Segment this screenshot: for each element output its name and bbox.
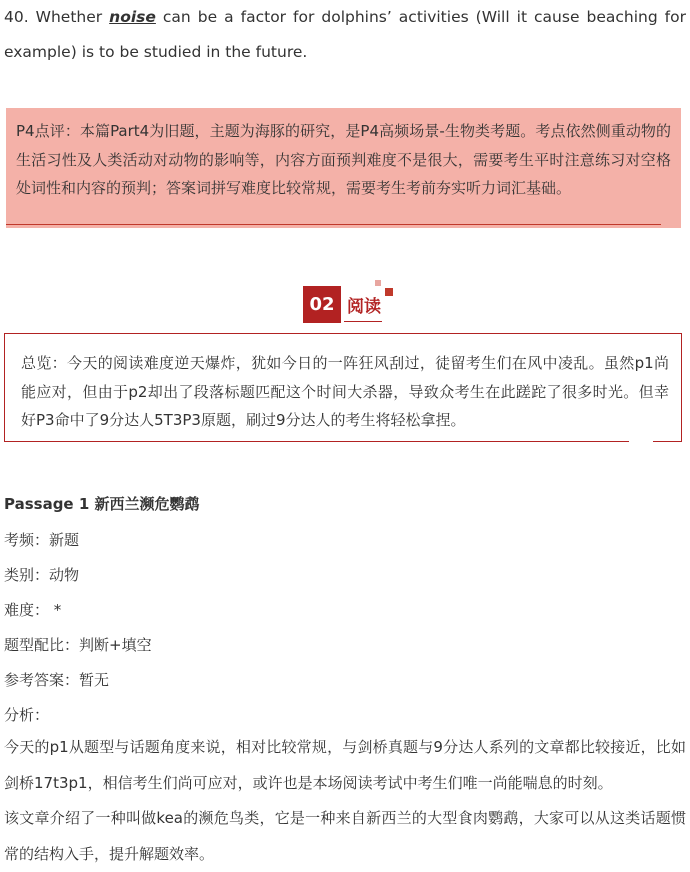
analysis-label: 分析： [4,706,50,724]
passage-title: Passage 1 新西兰濒危鹦鹉 [4,495,200,513]
decor-square [385,288,393,296]
decor-square-small [375,280,381,286]
answers-field: 参考答案：暂无 [4,671,110,689]
keyword-noise: noise [109,8,156,26]
overview-text: 总览：今天的阅读难度逆天爆炸，犹如今日的一阵狂风刮过，徒留考生们在风中凌乱。虽然p1尚能应对，但由于p2却出了段落标题匹配这个时间大杀器，导致众考生在此蹉跎了很多时光。但幸好P3命中了9分达人5T3P3原题，刷过9分达人的考生将轻松拿捏。 [21,354,669,429]
section-title: 阅读 [347,297,381,317]
p4-comment-box [6,108,681,228]
question-types-field: 题型配比：判断+填空 [4,636,152,654]
question-40 [4,0,686,70]
frequency-field: 考频：新题 [4,531,80,549]
question-40-suffix: can be a factor for dolphins’ activities (Will it cause beaching for example) is to be studied in the future. [4,8,686,61]
analysis-paragraph-1: 今天的p1从题型与话题角度来说，相对比较常规，与剑桥真题与9分达人系列的文章都比较接近，比如剑桥17t3p1，相信考生们尚可应对，或许也是本场阅读考试中考生们唯一尚能喘息的时刻。 [4,738,686,792]
reading-overview-box [4,333,682,442]
section-number-badge: 02 [303,286,341,323]
difficulty-field: 难度： * [4,601,62,619]
question-40-prefix: 40. Whether [4,8,110,26]
analysis-paragraph-2: 该文章介绍了一种叫做kea的濒危鸟类，它是一种来自新西兰的大型食肉鹦鹉，大家可以从这类话题惯常的结构入手，提升解题效率。 [4,809,686,863]
comment-divider [6,224,661,225]
border-gap [629,439,653,442]
p4-comment-text: P4点评：本篇Part4为旧题，主题为海豚的研究，是P4高频场景-生物类考题。考点依然侧重动物的生活习性及人类活动对动物的影响等，内容方面预判难度不是很大，需要考生平时注意练习对空格处词性和内容的预判；答案词拼写难度比较常规，需要考生考前夯实听力词汇基础。 [16,122,671,197]
category-field: 类别：动物 [4,566,80,584]
section-title-underline [344,321,382,322]
